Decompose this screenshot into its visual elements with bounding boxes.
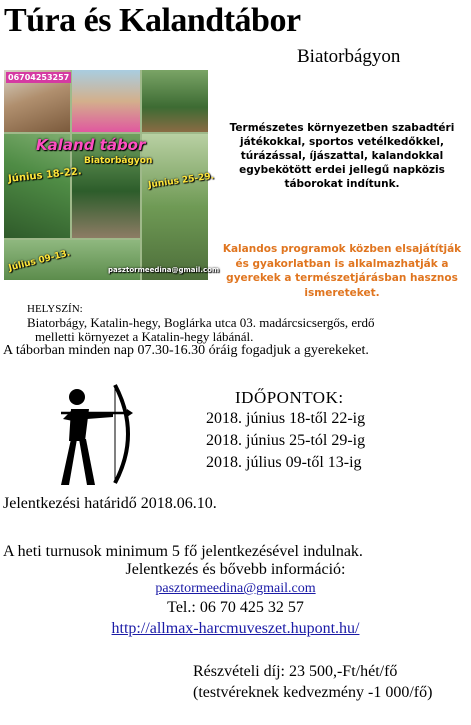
location-line-1: Biatorbágy, Katalin-hegy, Boglárka utca 03. madárcsicsergős, erdő	[27, 315, 375, 330]
daily-hours: A táborban minden nap 07.30-16.30 óráig fogadjuk a gyerekeket.	[3, 343, 369, 358]
contact-heading: Jelentkezés és bővebb információ:	[125, 561, 346, 578]
page-subtitle: Biatorbágyon	[297, 46, 401, 67]
program-text: Kalandos programok közben elsajátítják és gyakorlatban is alkalmazhatják a gyerekek a természetjárásban hasznos ismereteket.	[222, 243, 462, 299]
date-item: 2018. június 18-től 22-ig	[206, 410, 366, 427]
collage-date-3: Július 09-13.	[7, 248, 72, 274]
archer-pictogram-icon	[55, 379, 133, 489]
location-line-2: melletti környezet a Katalin-hegy lábánál.	[35, 329, 254, 344]
contact-phone: Tel.: 06 70 425 32 57	[167, 599, 304, 616]
fee-line-2: (testvéreknek kedvezmény -1 000/fő)	[193, 684, 433, 701]
photo-girls-posing	[72, 70, 140, 132]
website-link[interactable]: http://allmax-harcmuveszet.hupont.hu/	[111, 620, 360, 637]
date-item: 2018. július 09-től 13-ig	[206, 454, 362, 471]
location-label: HELYSZÍN:	[27, 303, 83, 315]
intro-text: Természetes környezetben szabadtéri játékokkal, sportos vetélkedőkkel, túrázással, íjászattal, kalandokkal egybekötött erdei jellegű napközis táborokat indítunk.	[229, 122, 455, 190]
minimum-participants: A heti turnusok minimum 5 fő jelentkezésével indulnak.	[3, 543, 363, 560]
contact-email-link[interactable]: pasztormeedina@gmail.com	[155, 581, 316, 596]
dates-heading: IDŐPONTOK:	[235, 388, 344, 407]
date-item: 2018. június 25-tól 29-ig	[206, 432, 366, 449]
collage-kaland-tabor: Kaland tábor	[36, 136, 146, 154]
collage-town: Biatorbágyon	[84, 156, 153, 166]
page-title: Túra és Kalandtábor	[4, 2, 301, 39]
photo-collage	[4, 70, 220, 280]
collage-phone: 06704253257	[8, 73, 70, 82]
photo-boys-archery	[142, 70, 208, 132]
registration-deadline: Jelentkezési határidő 2018.06.10.	[3, 495, 217, 512]
collage-email: pasztormeedina@gmail.com	[108, 266, 220, 274]
fee-line-1: Részvételi díj: 23 500,-Ft/hét/fő	[193, 663, 398, 680]
collage-date-2: Június 25-29.	[147, 171, 215, 191]
collage-date-1: Június 18-22.	[7, 166, 83, 185]
